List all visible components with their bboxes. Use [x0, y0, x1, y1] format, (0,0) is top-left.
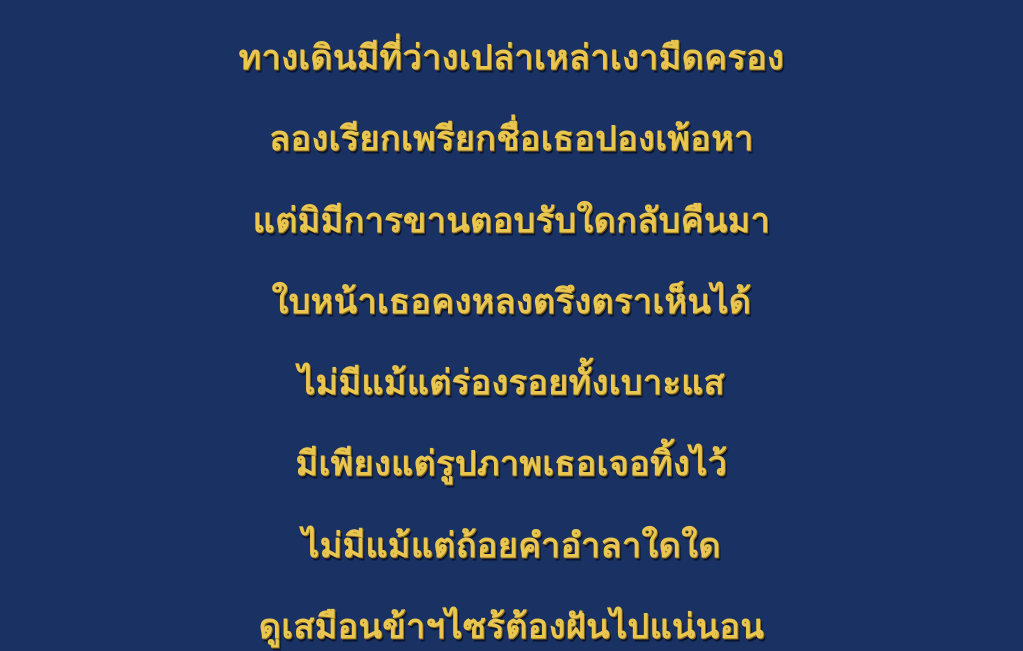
lyric-line-2: ลองเรียกเพรียกชื่อเธอปองเพ้อหา [269, 119, 754, 160]
lyric-line-4: ใบหน้าเธอคงหลงตรึงตราเห็นได้ [271, 281, 752, 322]
lyric-line-6: มีเพียงแต่รูปภาพเธอเจอทิ้งไว้ [295, 444, 728, 485]
lyric-line-1: ทางเดินมีที่ว่างเปล่าเหล่าเงามืดครอง [238, 38, 785, 78]
lyric-line-3: แต่มิมีการขานตอบรับใดกลับคืนมา [252, 200, 771, 241]
lyric-line-8: ดูเสมือนข้าฯไซร้ต้องฝันไปแน่นอน [258, 606, 765, 647]
lyric-line-5: ไม่มีแม้แต่ร่องรอยทั้งเบาะแส [298, 363, 725, 404]
lyric-line-7: ไม่มีแม้แต่ถ้อยคำอำลาใดใด [302, 525, 721, 566]
